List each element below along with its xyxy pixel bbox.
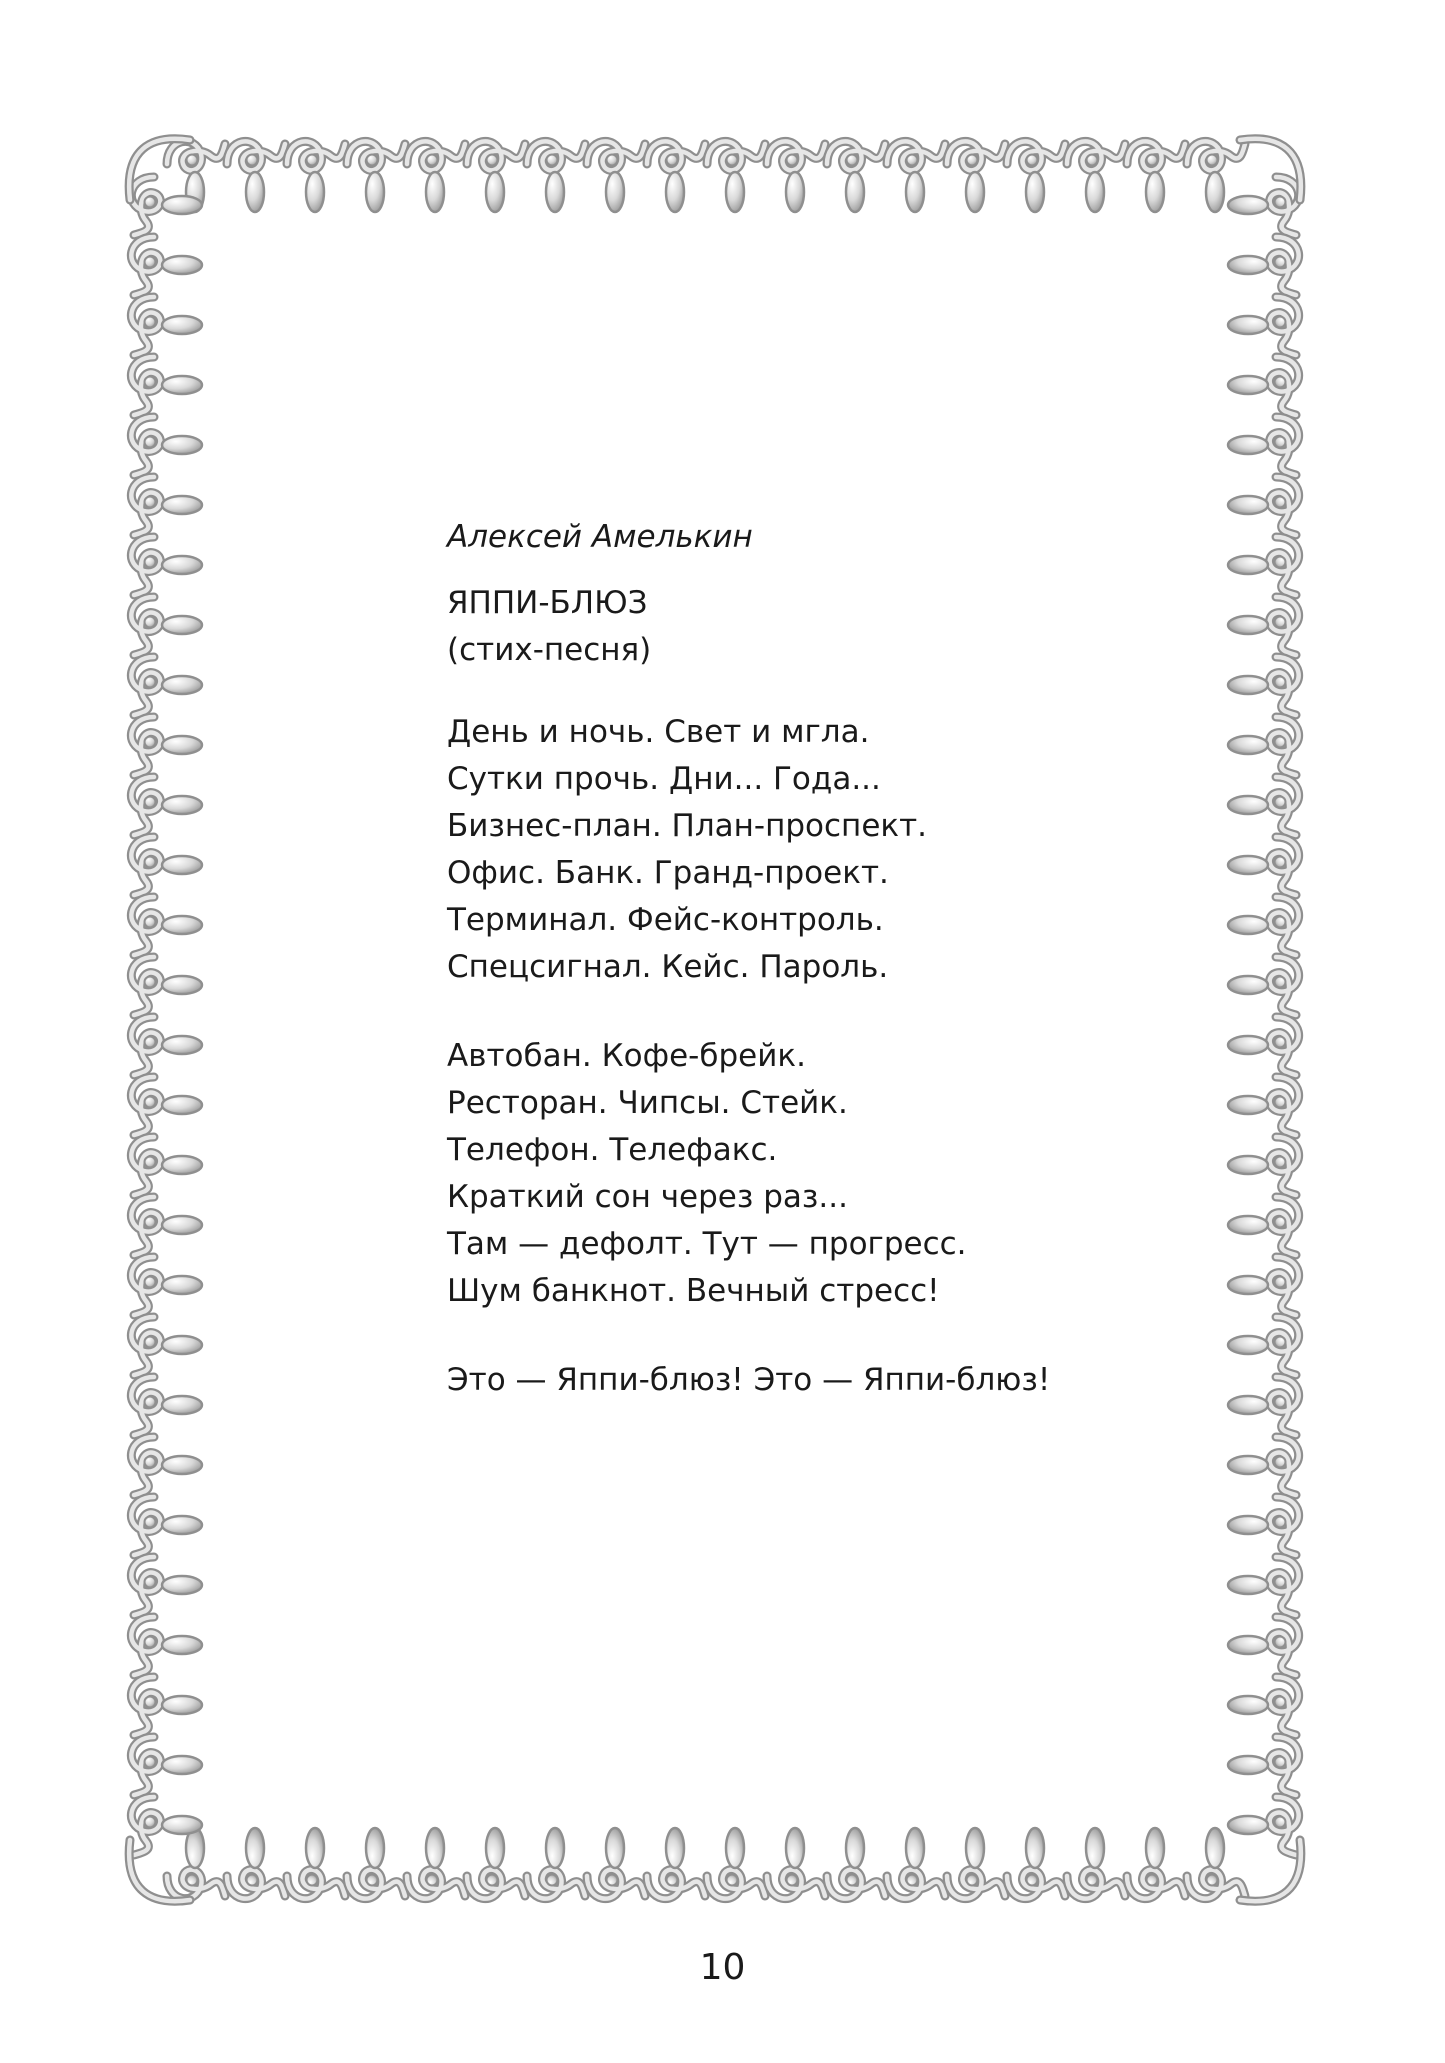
border-ornament [1228,1797,1299,1855]
border-ornament [1228,1017,1299,1075]
border-ornament [131,1497,202,1555]
border-ornament [347,141,405,212]
border-ornament [647,141,705,212]
border-ornament [131,1017,202,1075]
border-ornament [1228,1497,1299,1555]
border-ornament [131,237,202,295]
border-ornament [131,357,202,415]
border-ornament [827,1828,885,1899]
border-ornament [227,141,285,212]
border-ornament [131,837,202,895]
border-ornament [1228,597,1299,655]
border-ornament [1228,1617,1299,1675]
stanza-1 [447,709,1167,991]
border-ornament [587,1828,645,1899]
border-ornament [131,1137,202,1195]
border-ornament [131,1557,202,1615]
border-ornament [167,1828,225,1899]
border-ornament [131,1677,202,1735]
border-ornament [131,777,202,835]
border-ornament [131,1437,202,1495]
border-ornament [1007,1828,1065,1899]
poem-line: Спецсигнал. Кейс. Пароль. [447,949,889,985]
border-ornament [131,717,202,775]
border-ornament [467,1828,525,1899]
border-ornament [131,597,202,655]
border-ornament [1228,1737,1299,1795]
border-ornament [587,141,645,212]
border-ornament [131,1317,202,1375]
border-ornament [1228,837,1299,895]
poem-line: Бизнес-план. План-проспект. [447,808,928,844]
border-ornament [131,417,202,475]
border-ornament [131,1197,202,1255]
border-ornament [1228,537,1299,595]
page-number: 10 [699,1947,746,1988]
border-ornament [131,1377,202,1435]
border-ornament [1228,1197,1299,1255]
border-ornament [767,141,825,212]
border-ornament [131,297,202,355]
border-ornament [527,141,585,212]
border-ornament [131,477,202,535]
border-ornament [1228,717,1299,775]
poem-block [447,515,1167,1446]
border-ornament [1228,1077,1299,1135]
border-ornament [527,1828,585,1899]
border-ornament [131,897,202,955]
poem-line: Офис. Банк. Гранд-проект. [447,855,889,891]
border-ornament [1228,1137,1299,1195]
border-ornament [131,957,202,1015]
border-ornament [647,1828,705,1899]
border-ornament [1228,957,1299,1015]
poem-line: Телефон. Телефакс. [447,1132,778,1168]
poem-author: Алексей Амелькин [447,519,753,555]
border-ornament [1228,237,1299,295]
border-ornament [887,1828,945,1899]
border-ornament [287,1828,345,1899]
border-ornament [1228,1377,1299,1435]
border-ornament [1007,141,1065,212]
border-ornament [131,1617,202,1675]
poem-line: Сутки прочь. Дни... Года... [447,761,881,797]
border-ornament [227,1828,285,1899]
poem-line: День и ночь. Свет и мгла. [447,714,870,750]
border-ornament [887,141,945,212]
border-ornament [947,1828,1005,1899]
border-ornament [407,1828,465,1899]
border-ornament [131,1077,202,1135]
poem-line: Там — дефолт. Тут — прогресс. [447,1226,967,1262]
poem-subtitle: (стих-песня) [447,632,652,668]
border-ornament [287,141,345,212]
poem-title: ЯППИ-БЛЮЗ [447,585,648,621]
border-ornament [1067,1828,1125,1899]
poem-line: Шум банкнот. Вечный стресс! [447,1273,940,1309]
stanza-2 [447,1033,1167,1315]
poem-line: Это — Яппи-блюз! Это — Яппи-блюз! [447,1362,1051,1398]
border-ornament [131,537,202,595]
border-ornament [1228,297,1299,355]
border-ornament [1228,477,1299,535]
border-ornament [767,1828,825,1899]
poem-line: Автобан. Кофе-брейк. [447,1038,806,1074]
border-ornament [1228,1557,1299,1615]
poem-line: Терминал. Фейс-контроль. [447,902,884,938]
border-ornament [707,1828,765,1899]
border-ornament [1127,141,1185,212]
border-ornament [1228,1317,1299,1375]
border-ornament [1228,357,1299,415]
border-ornament [1067,141,1125,212]
border-ornament [1228,657,1299,715]
border-ornament [407,141,465,212]
border-ornament [131,1257,202,1315]
border-ornament [131,657,202,715]
border-ornament [1228,177,1299,235]
border-ornament [1187,1828,1245,1899]
poem-line: Ресторан. Чипсы. Стейк. [447,1085,848,1121]
border-ornament [1127,1828,1185,1899]
border-ornament [1228,1257,1299,1315]
border-ornament [1228,417,1299,475]
border-ornament [1228,1437,1299,1495]
border-ornament [1228,897,1299,955]
border-ornament [1228,1677,1299,1735]
border-ornament [947,141,1005,212]
border-ornament [347,1828,405,1899]
stanza-3 [447,1357,1167,1404]
border-ornament [467,141,525,212]
poem-line: Краткий сон через раз... [447,1179,848,1215]
border-ornament [1228,777,1299,835]
border-ornament [707,141,765,212]
border-ornament [827,141,885,212]
border-ornament [131,1737,202,1795]
